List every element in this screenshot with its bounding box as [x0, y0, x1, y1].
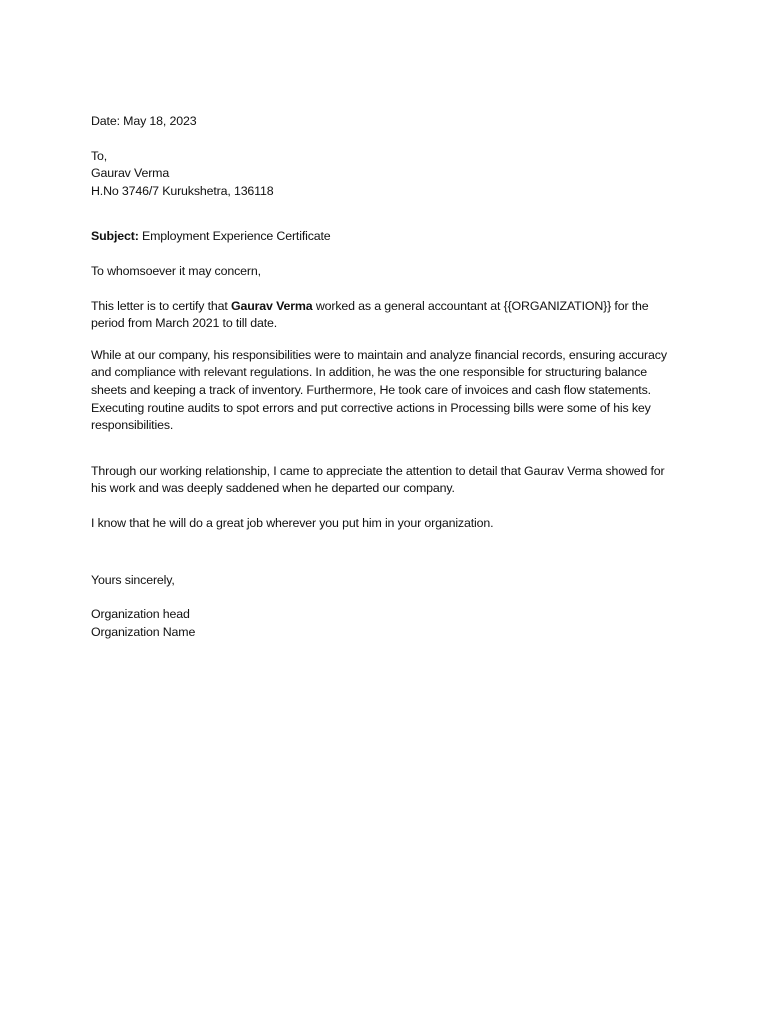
date-value: May 18, 2023 [123, 114, 197, 128]
signer-title: Organization head [91, 607, 190, 622]
signer-organization: Organization Name [91, 624, 196, 639]
closing: Yours sincerely, [91, 572, 175, 587]
subject-line [91, 228, 681, 246]
employee-name: Gaurav Verma [230, 298, 313, 313]
recipient-name: Gaurav Verma [91, 166, 170, 181]
subject-label: Subject: [91, 229, 139, 244]
recipient-address: H.No 3746/7 Kurukshetra, 136118 [91, 183, 274, 198]
paragraph-relationship: Through our working relationship, I came to appreciate the attention to detail that Gaurav Verma showed for his work and was deeply saddened when he departed our company. [91, 463, 665, 496]
certify-suffix: worked as a general accountant at {{ORGANIZATION}} for the period from March 2021 to till date. [91, 298, 649, 331]
date-label: Date: [91, 114, 120, 128]
paragraph-recommendation: I know that he will do a great job wherever you put him in your organization. [91, 515, 494, 530]
to-label: To, [91, 148, 108, 163]
certify-prefix: This letter is to certify that [91, 298, 228, 313]
subject-value: Employment Experience Certificate [141, 229, 331, 244]
experience-letter [91, 113, 681, 641]
date-line [91, 113, 681, 131]
salutation: To whomsoever it may concern, [91, 263, 261, 278]
paragraph-certify [91, 298, 681, 333]
paragraph-responsibilities: While at our company, his responsibilities were to maintain and analyze financial records, ensuring accuracy and compliance with relevant regulations. In addition, he was the one responsible for structuring balance sheets and keeping a track of inventory. Furthermore, He took care of invoices and cash flow statements. Executing routine audits to spot errors and put corrective actions in Processing bills were some of his key responsibilities. [91, 347, 667, 433]
